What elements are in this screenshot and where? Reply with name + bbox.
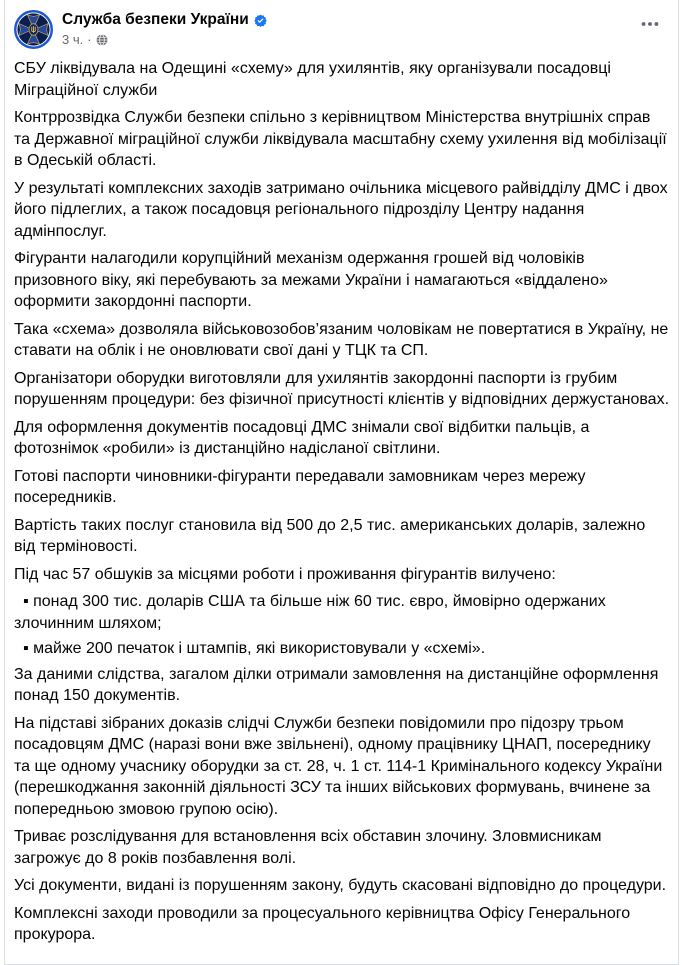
post-body	[5, 54, 678, 964]
timestamp: 3 ч.	[62, 32, 84, 47]
post-paragraph: У результаті комплексних заходів затримано очільника місцевого райвідділу ДМС і двох його підлеглих, а також посадовця регіонального підрозділу Центру надання адмінпослуг.	[14, 179, 673, 240]
post-paragraph: Триває розслідування для встановлення всіх обставин злочину. Зловмисникам загрожує до 8 років позбавлення волі.	[14, 828, 606, 867]
globe-icon	[96, 34, 108, 46]
meta-separator: ·	[87, 32, 92, 47]
sbu-emblem-avatar	[13, 9, 54, 50]
post-paragraph: За даними слідства, загалом ділки отримали замовлення на дистанційне оформлення понад 150 документів.	[14, 665, 663, 704]
avatar[interactable]	[13, 9, 54, 50]
post-paragraph: Така «схема» дозволяла військовозобов’язаним чоловікам не повертатися в Україну, не ставати на облік і не оновлювати свої дані у ТЦК та СП.	[14, 320, 673, 359]
post-paragraph: Під час 57 обшуків за місцями роботи і проживання фігурантів вилучено:	[14, 565, 556, 583]
post-paragraph: Фігуранти налагодили корупційний механізм одержання грошей від чоловіків призовного віку, які перебувають за межами України і намагаються «віддалено» оформити закордонні паспорти.	[14, 250, 613, 310]
post-paragraph: Організатори оборудки виготовляли для ухилянтів закордонні паспорти із грубим порушенням процедури: без фізичної присутності клієнтів у відповідних держустановах.	[14, 369, 670, 408]
more-options-button[interactable]	[634, 10, 666, 38]
verified-badge-icon	[254, 14, 267, 27]
post-paragraph: Контррозвідка Служби безпеки спільно з керівництвом Міністерства внутрішніх справ та Державної міграційної служби ліквідувала масштабну схему ухилення від мобілізації в Одеській області.	[14, 109, 672, 169]
post-header-text	[62, 9, 267, 48]
post-header	[5, 0, 678, 54]
post-paragraphs-bottom	[14, 664, 669, 946]
author-name-row	[62, 10, 267, 30]
facebook-post-card	[4, 0, 679, 965]
post-paragraph: Для оформлення документів посадовці ДМС знімали свої відбитки пальців, а фотознімок «робили» із дистанційно надісланої світлини.	[14, 418, 594, 457]
post-paragraph: На підставі зібраних доказів слідчі Служби безпеки повідомили про підозру трьом посадовцям ДМС (наразі вони вже звільнені), одному працівнику ЦНАП, посереднику та ще одному учаснику оборудки за ст. 28, ч. 1 ст. 114-1 Кримінального кодексу України (перешкоджання законній діяльності ЗСУ та інших військових формувань, вчинене за попередньою змовою групою осію).	[14, 714, 667, 818]
author-name[interactable]: Служба безпеки України	[62, 11, 249, 28]
more-options-icon	[639, 13, 661, 35]
post-bullet-list	[14, 591, 669, 660]
post-meta[interactable]	[62, 32, 267, 48]
post-bullet-item: ▪ понад 300 тис. доларів США та більше ніж 60 тис. євро, ймовірно одержаних злочинним шляхом;	[14, 593, 611, 632]
post-paragraph: СБУ ліквідувала на Одещині «схему» для ухилянтів, яку організували посадовці Міграційної служби	[14, 60, 616, 99]
post-paragraph: Усі документи, видані із порушенням закону, будуть скасовані відповідно до процедури.	[14, 877, 667, 894]
post-paragraph: Вартість таких послуг становила від 500 до 2,5 тис. американських доларів, залежно від терміновості.	[14, 516, 650, 555]
post-bullet-item: ▪ майже 200 печаток і штампів, які використовували у «схемі».	[23, 640, 486, 657]
post-paragraph: Готові паспорти чиновники-фігуранти передавали замовникам через мережу посередників.	[14, 467, 590, 506]
post-paragraphs-top	[14, 58, 673, 585]
post-paragraph: Комплексні заходи проводили за процесуального керівництва Офісу Генерального прокурора.	[14, 904, 635, 943]
